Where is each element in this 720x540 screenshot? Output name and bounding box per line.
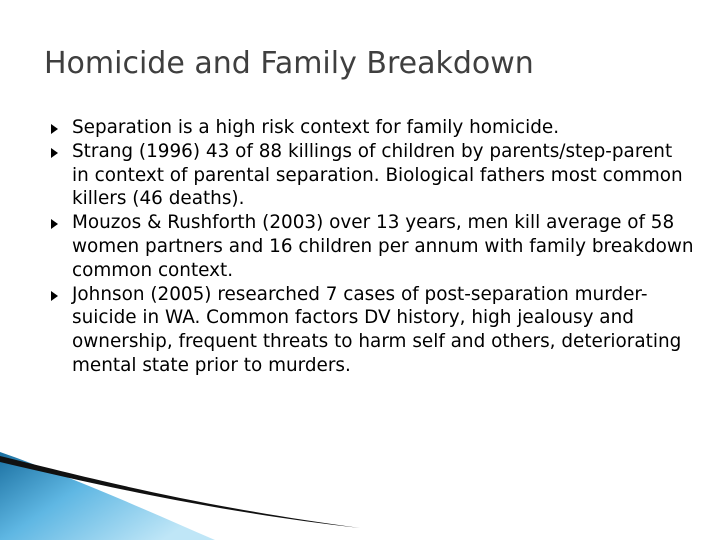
triangle-right-icon xyxy=(51,124,58,134)
bullet-list xyxy=(44,116,694,378)
slide-title: Homicide and Family Breakdown xyxy=(44,46,534,81)
bullet-text: Separation is a high risk context for family homicide. xyxy=(72,117,560,138)
bullet-text: Strang (1996) 43 of 88 killings of children by parents/step-parent in context of parental separation. Biological fathers most common killers (46 deaths). xyxy=(72,140,683,210)
bullet-item xyxy=(44,140,694,211)
triangle-right-icon xyxy=(51,291,58,301)
bullet-text: Johnson (2005) researched 7 cases of post-separation murder-suicide in WA. Common factors DV history, high jealousy and ownership, frequent threats to harm self and others, deteriorating mental state prior to murders. xyxy=(72,283,682,376)
triangle-right-icon xyxy=(51,148,58,158)
bullet-text: Mouzos & Rushforth (2003) over 13 years, men kill average of 58 women partners and 16 children per annum with family breakdown common context. xyxy=(72,212,694,281)
bullet-item xyxy=(44,116,694,140)
bullet-item xyxy=(44,211,694,282)
triangle-right-icon xyxy=(51,219,58,229)
bullet-item xyxy=(44,283,694,378)
